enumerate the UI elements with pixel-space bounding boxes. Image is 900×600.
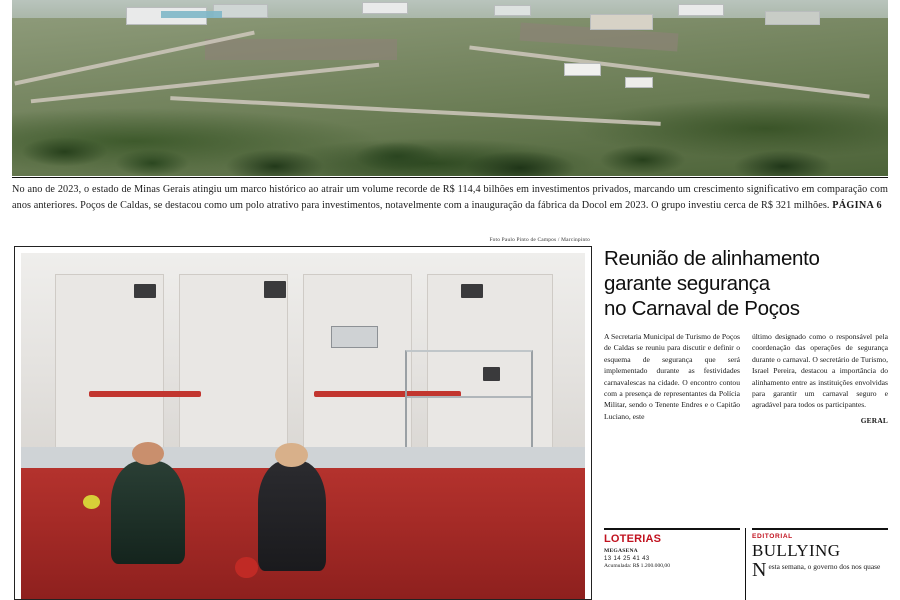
photo-building bbox=[765, 11, 820, 25]
gymnastics-photo bbox=[21, 253, 585, 599]
divider bbox=[752, 528, 888, 530]
photo-pool bbox=[161, 11, 222, 18]
gym-wall-panel bbox=[55, 274, 164, 463]
editorial-box bbox=[752, 528, 888, 581]
ballet-barre bbox=[89, 391, 202, 397]
horizontal-rule bbox=[12, 177, 888, 178]
photo-building bbox=[494, 5, 531, 16]
coach-figure bbox=[111, 461, 184, 565]
athlete-figure bbox=[258, 461, 326, 572]
lottery-numbers: 13 14 25 41 43 bbox=[604, 555, 650, 562]
gym-wall-panel bbox=[303, 274, 412, 463]
headline-line-3: no Carnaval de Poços bbox=[604, 297, 800, 320]
headline-line-1: Reunião de alinhamento bbox=[604, 247, 820, 270]
photo-building bbox=[625, 77, 653, 88]
divider bbox=[604, 528, 740, 530]
headline-line-2: garante segurança bbox=[604, 272, 770, 295]
editorial-body bbox=[752, 559, 888, 581]
lead-text: No ano de 2023, o estado de Minas Gerais atingiu um marco histórico ao atrair um volume recorde de R$ 114,4 bilhões em investimentos privados, marcando um crescimento significativo em comparação com anos anteriores. Poços de Caldas, se destacou como um polo atrativo para investimentos, notavelmente com a inauguração da fábrica da Docol em 2023. O grupo investiu cerca de R$ 321 milhões. bbox=[12, 184, 888, 211]
hero-aerial-photo bbox=[12, 0, 888, 176]
gym-wall-panel bbox=[179, 274, 288, 463]
gym-wall-fixture bbox=[264, 281, 287, 298]
article-column-2-wrap bbox=[752, 331, 888, 426]
article-column-1: A Secretaria Municipal de Turismo de Poços de Caldas se reuniu para discutir e definir o esquema de segurança que será implementado durante as festividades carnavalescas na cidade. O encontro contou com a presença de representantes da Polícia Militar, sendo o Tenente Endres e o Capitão Luciano, este bbox=[604, 332, 740, 421]
editorial-text: esta semana, o governo dos nos quase bbox=[768, 562, 881, 571]
bottom-right-boxes bbox=[604, 528, 888, 581]
right-column bbox=[604, 246, 888, 426]
lottery-game-name: MEGASENA bbox=[604, 548, 638, 554]
gym-wall-fixture bbox=[134, 284, 157, 298]
lead-paragraph bbox=[12, 182, 888, 213]
photo-building bbox=[564, 63, 601, 76]
loterias-body bbox=[604, 548, 740, 571]
gym-ball bbox=[235, 557, 258, 578]
loterias-box bbox=[604, 528, 740, 578]
photo-credit: Foto Paulo Pinto de Campos / Marcinpinto bbox=[489, 237, 590, 243]
photo-lot bbox=[205, 39, 398, 60]
page-reference: PÁGINA 6 bbox=[832, 199, 882, 211]
editorial-title: BULLYING bbox=[752, 541, 841, 560]
lottery-accumulated: Acumulada: R$ 1.200.000,00 bbox=[604, 563, 671, 570]
gym-wall-fixture bbox=[461, 284, 484, 298]
editorial-kicker: EDITORIAL bbox=[752, 533, 793, 540]
photo-building bbox=[362, 2, 408, 15]
gym-ball bbox=[83, 495, 100, 509]
editorial-dropcap: N bbox=[752, 559, 767, 581]
main-photo-frame bbox=[14, 246, 592, 600]
photo-building bbox=[590, 14, 653, 30]
vertical-divider bbox=[745, 528, 746, 600]
article-section-tag: GERAL bbox=[860, 415, 888, 425]
photo-building bbox=[678, 4, 724, 17]
gym-wall-sign bbox=[331, 326, 378, 349]
article-column-2: último designado como o responsável pela coordenação das operações de segurança durante o carnaval. O secretário de Turismo, Israel Pereira, destacou a importância do alinhamento entre as instituições envolvidas para garantir um carnaval seguro e agradável para todos os participantes. bbox=[752, 332, 888, 410]
article-columns bbox=[604, 331, 888, 426]
loterias-title: LOTERIAS bbox=[604, 533, 662, 545]
photo-treeline bbox=[12, 95, 888, 176]
article-headline bbox=[604, 246, 888, 321]
